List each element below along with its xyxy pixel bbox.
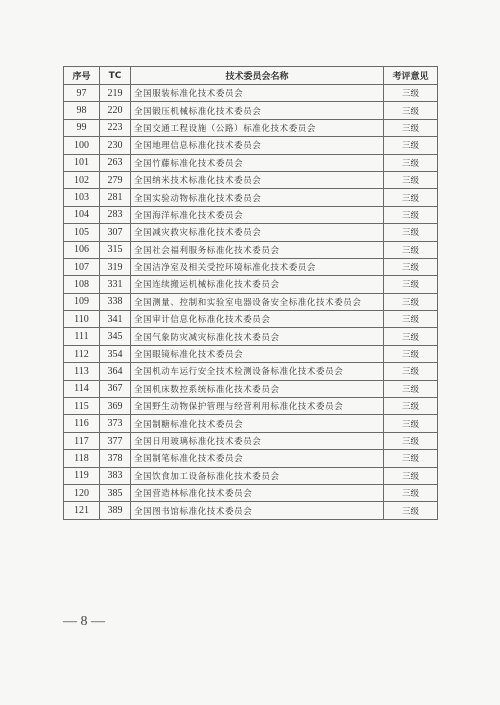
- cell-seq: 104: [64, 206, 100, 223]
- cell-seq: 101: [64, 154, 100, 171]
- table-row: [64, 363, 438, 380]
- cell-seq: 116: [64, 415, 100, 432]
- cell-committee-name: 全国机动车运行安全技术检测设备标准化技术委员会: [131, 363, 384, 380]
- table-row: [64, 484, 438, 501]
- cell-tc: 279: [100, 171, 131, 188]
- cell-tc: 281: [100, 189, 131, 206]
- cell-rating: 三级: [384, 276, 438, 293]
- cell-seq: 121: [64, 502, 100, 519]
- cell-rating: 三级: [384, 171, 438, 188]
- cell-committee-name: 全国野生动物保护管理与经营利用标准化技术委员会: [131, 398, 384, 415]
- cell-tc: 378: [100, 450, 131, 467]
- cell-committee-name: 全国饮食加工设备标准化技术委员会: [131, 467, 384, 484]
- cell-seq: 117: [64, 432, 100, 449]
- cell-tc: 307: [100, 224, 131, 241]
- cell-committee-name: 全国测量、控制和实验室电器设备安全标准化技术委员会: [131, 293, 384, 310]
- cell-tc: 341: [100, 311, 131, 328]
- cell-committee-name: 全国地理信息标准化技术委员会: [131, 137, 384, 154]
- cell-committee-name: 全国洁净室及相关受控环境标准化技术委员会: [131, 258, 384, 275]
- cell-tc: 389: [100, 502, 131, 519]
- cell-seq: 103: [64, 189, 100, 206]
- cell-committee-name: 全国竹藤标准化技术委员会: [131, 154, 384, 171]
- cell-tc: 223: [100, 119, 131, 136]
- table-row: [64, 241, 438, 258]
- table-header-row: [64, 67, 438, 85]
- cell-committee-name: 全国气象防灾减灾标准化技术委员会: [131, 328, 384, 345]
- cell-rating: 三级: [384, 189, 438, 206]
- cell-rating: 三级: [384, 85, 438, 102]
- cell-seq: 119: [64, 467, 100, 484]
- cell-rating: 三级: [384, 467, 438, 484]
- table-row: [64, 276, 438, 293]
- cell-tc: 338: [100, 293, 131, 310]
- cell-seq: 102: [64, 171, 100, 188]
- cell-rating: 三级: [384, 398, 438, 415]
- table-row: [64, 154, 438, 171]
- committee-table-container: [63, 66, 438, 520]
- cell-rating: 三级: [384, 206, 438, 223]
- cell-committee-name: 全国减灾救灾标准化技术委员会: [131, 224, 384, 241]
- cell-rating: 三级: [384, 311, 438, 328]
- header-committee-name: 技术委员会名称: [131, 67, 384, 85]
- cell-rating: 三级: [384, 293, 438, 310]
- cell-committee-name: 全国交通工程设施（公路）标准化技术委员会: [131, 119, 384, 136]
- cell-committee-name: 全国连续搬运机械标准化技术委员会: [131, 276, 384, 293]
- cell-rating: 三级: [384, 102, 438, 119]
- cell-seq: 112: [64, 345, 100, 362]
- cell-rating: 三级: [384, 119, 438, 136]
- cell-committee-name: 全国营造林标准化技术委员会: [131, 484, 384, 501]
- cell-seq: 105: [64, 224, 100, 241]
- cell-committee-name: 全国纳米技术标准化技术委员会: [131, 171, 384, 188]
- cell-committee-name: 全国制糖标准化技术委员会: [131, 415, 384, 432]
- table-row: [64, 85, 438, 102]
- cell-tc: 319: [100, 258, 131, 275]
- cell-rating: 三级: [384, 137, 438, 154]
- table-row: [64, 311, 438, 328]
- table-row: [64, 258, 438, 275]
- table-row: [64, 398, 438, 415]
- cell-tc: 345: [100, 328, 131, 345]
- cell-tc: 220: [100, 102, 131, 119]
- table-row: [64, 102, 438, 119]
- cell-seq: 114: [64, 380, 100, 397]
- cell-rating: 三级: [384, 502, 438, 519]
- cell-rating: 三级: [384, 345, 438, 362]
- cell-rating: 三级: [384, 241, 438, 258]
- cell-tc: 369: [100, 398, 131, 415]
- cell-tc: 315: [100, 241, 131, 258]
- cell-rating: 三级: [384, 154, 438, 171]
- cell-committee-name: 全国服装标准化技术委员会: [131, 85, 384, 102]
- table-row: [64, 224, 438, 241]
- table-body: [64, 85, 438, 520]
- cell-tc: 219: [100, 85, 131, 102]
- header-tc: TC: [100, 67, 131, 85]
- table-row: [64, 380, 438, 397]
- cell-tc: 364: [100, 363, 131, 380]
- cell-tc: 373: [100, 415, 131, 432]
- table-row: [64, 206, 438, 223]
- cell-seq: 98: [64, 102, 100, 119]
- table-row: [64, 328, 438, 345]
- cell-seq: 99: [64, 119, 100, 136]
- cell-committee-name: 全国锻压机械标准化技术委员会: [131, 102, 384, 119]
- cell-rating: 三级: [384, 415, 438, 432]
- table-row: [64, 345, 438, 362]
- cell-rating: 三级: [384, 224, 438, 241]
- table-row: [64, 189, 438, 206]
- committee-rating-table: [63, 66, 438, 520]
- cell-seq: 107: [64, 258, 100, 275]
- cell-committee-name: 全国眼镜标准化技术委员会: [131, 345, 384, 362]
- table-row: [64, 171, 438, 188]
- cell-tc: 354: [100, 345, 131, 362]
- cell-committee-name: 全国日用玻璃标准化技术委员会: [131, 432, 384, 449]
- cell-seq: 109: [64, 293, 100, 310]
- cell-tc: 383: [100, 467, 131, 484]
- cell-seq: 120: [64, 484, 100, 501]
- cell-rating: 三级: [384, 450, 438, 467]
- table-row: [64, 119, 438, 136]
- cell-seq: 111: [64, 328, 100, 345]
- table-row: [64, 467, 438, 484]
- page-number: — 8 —: [63, 614, 105, 629]
- cell-tc: 230: [100, 137, 131, 154]
- cell-committee-name: 全国机床数控系统标准化技术委员会: [131, 380, 384, 397]
- cell-seq: 97: [64, 85, 100, 102]
- cell-rating: 三级: [384, 432, 438, 449]
- cell-committee-name: 全国制笔标准化技术委员会: [131, 450, 384, 467]
- cell-committee-name: 全国社会福利服务标准化技术委员会: [131, 241, 384, 258]
- cell-seq: 113: [64, 363, 100, 380]
- cell-seq: 118: [64, 450, 100, 467]
- header-rating: 考评意见: [384, 67, 438, 85]
- table-row: [64, 293, 438, 310]
- cell-tc: 377: [100, 432, 131, 449]
- header-seq: 序号: [64, 67, 100, 85]
- cell-committee-name: 全国实验动物标准化技术委员会: [131, 189, 384, 206]
- table-row: [64, 432, 438, 449]
- cell-seq: 106: [64, 241, 100, 258]
- cell-committee-name: 全国海洋标准化技术委员会: [131, 206, 384, 223]
- table-row: [64, 415, 438, 432]
- cell-tc: 283: [100, 206, 131, 223]
- table-row: [64, 502, 438, 519]
- cell-rating: 三级: [384, 258, 438, 275]
- cell-rating: 三级: [384, 363, 438, 380]
- cell-seq: 110: [64, 311, 100, 328]
- cell-tc: 331: [100, 276, 131, 293]
- cell-rating: 三级: [384, 328, 438, 345]
- cell-tc: 263: [100, 154, 131, 171]
- cell-rating: 三级: [384, 380, 438, 397]
- cell-seq: 100: [64, 137, 100, 154]
- cell-tc: 367: [100, 380, 131, 397]
- cell-committee-name: 全国图书馆标准化技术委员会: [131, 502, 384, 519]
- cell-tc: 385: [100, 484, 131, 501]
- cell-seq: 115: [64, 398, 100, 415]
- cell-committee-name: 全国审计信息化标准化技术委员会: [131, 311, 384, 328]
- table-row: [64, 137, 438, 154]
- table-row: [64, 450, 438, 467]
- cell-seq: 108: [64, 276, 100, 293]
- cell-rating: 三级: [384, 484, 438, 501]
